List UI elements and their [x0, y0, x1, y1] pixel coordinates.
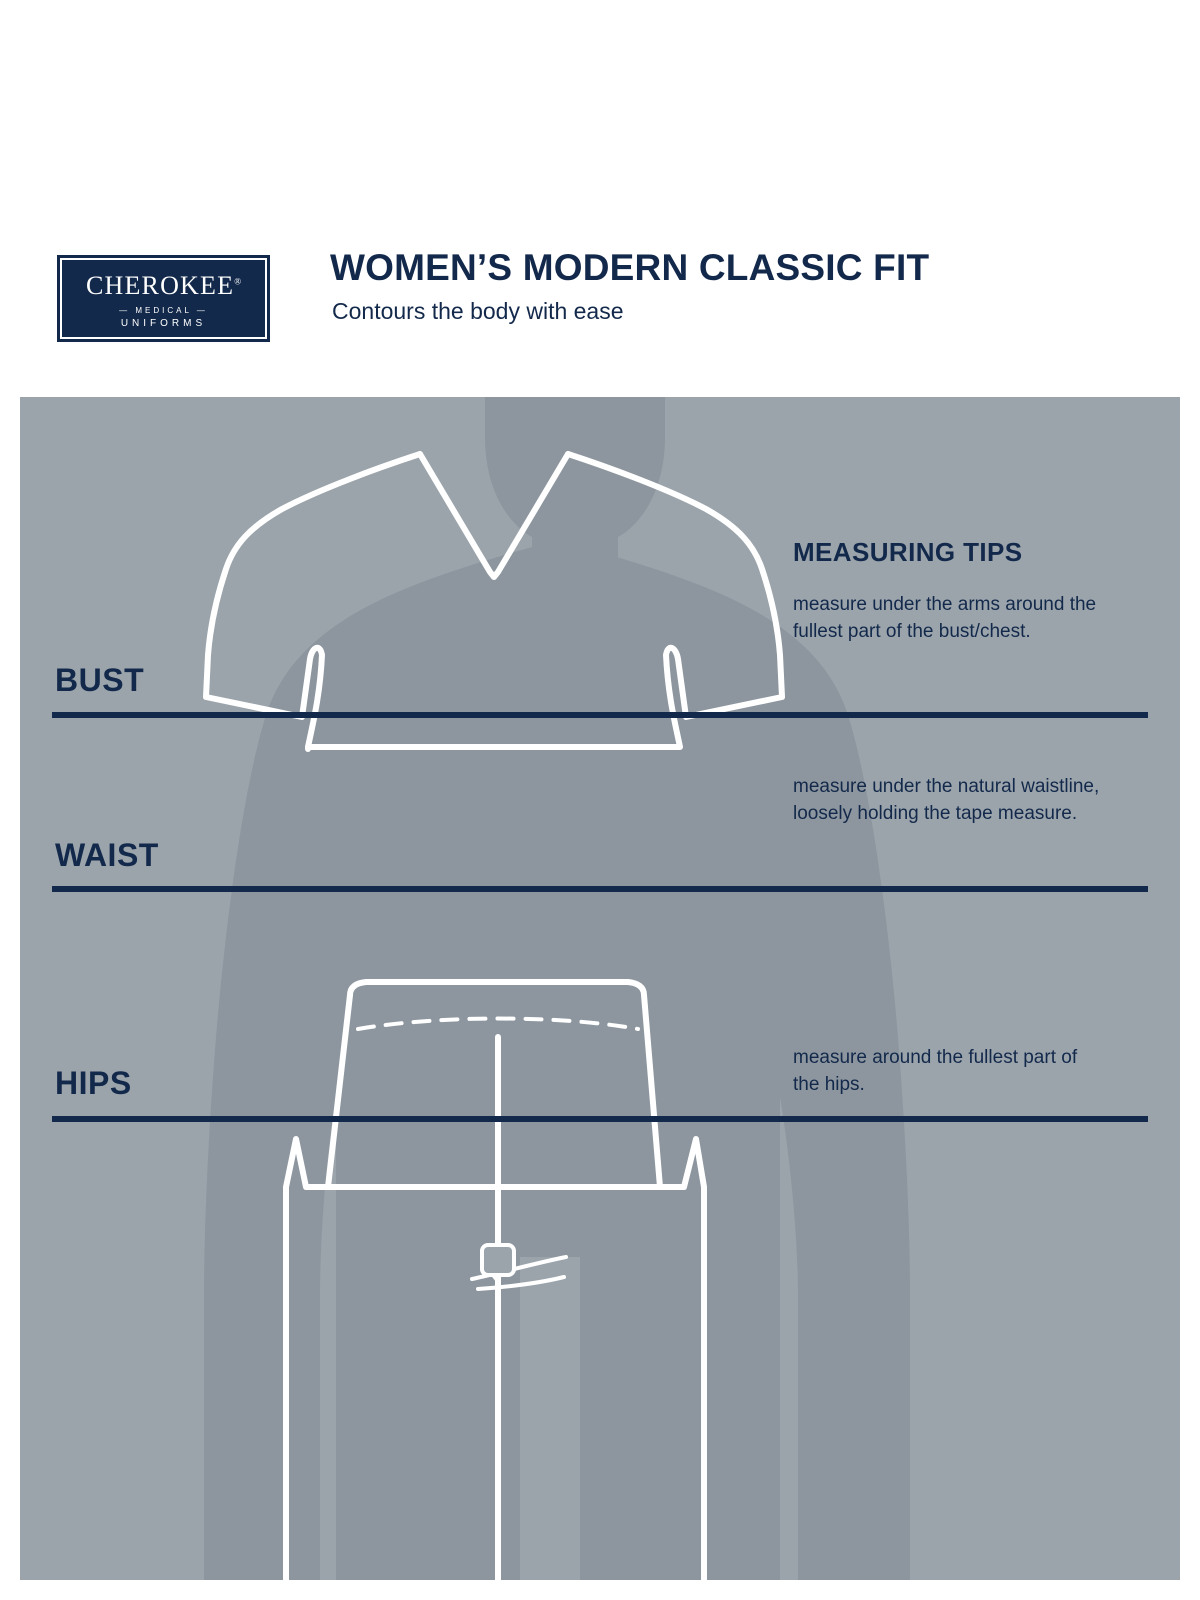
- logo-line-uniforms: UNIFORMS: [120, 317, 207, 329]
- label-bust: BUST: [55, 662, 145, 698]
- header: [0, 245, 1200, 395]
- cherokee-logo: [57, 255, 270, 342]
- page-subtitle: Contours the body with ease: [332, 298, 624, 325]
- drawstring-knot: [482, 1245, 514, 1275]
- measuring-tips-title: MEASURING TIPS: [793, 537, 1023, 567]
- page-title: WOMEN’S MODERN CLASSIC FIT: [330, 247, 930, 288]
- label-waist: WAIST: [55, 837, 159, 873]
- tip-waist: measure under the natural waistline, loosely holding the tape measure.: [793, 776, 1100, 824]
- title-block: [330, 245, 929, 327]
- logo-line-medical: — MEDICAL —: [119, 305, 208, 315]
- tip-bust: measure under the arms around the fullest part of the bust/chest.: [793, 594, 1097, 642]
- logo-brand-name: [86, 271, 241, 301]
- logo-brand-text: CHEROKEE: [85, 270, 235, 300]
- registered-mark-icon: ®: [234, 275, 242, 286]
- label-hips: HIPS: [55, 1065, 132, 1101]
- measurement-diagram-panel: [20, 397, 1180, 1580]
- tip-hips: measure around the fullest part of the hips.: [793, 1047, 1078, 1095]
- figure-illustration: [20, 397, 1180, 1580]
- body-silhouette: [204, 397, 910, 1580]
- logo-inner-frame: [60, 258, 267, 339]
